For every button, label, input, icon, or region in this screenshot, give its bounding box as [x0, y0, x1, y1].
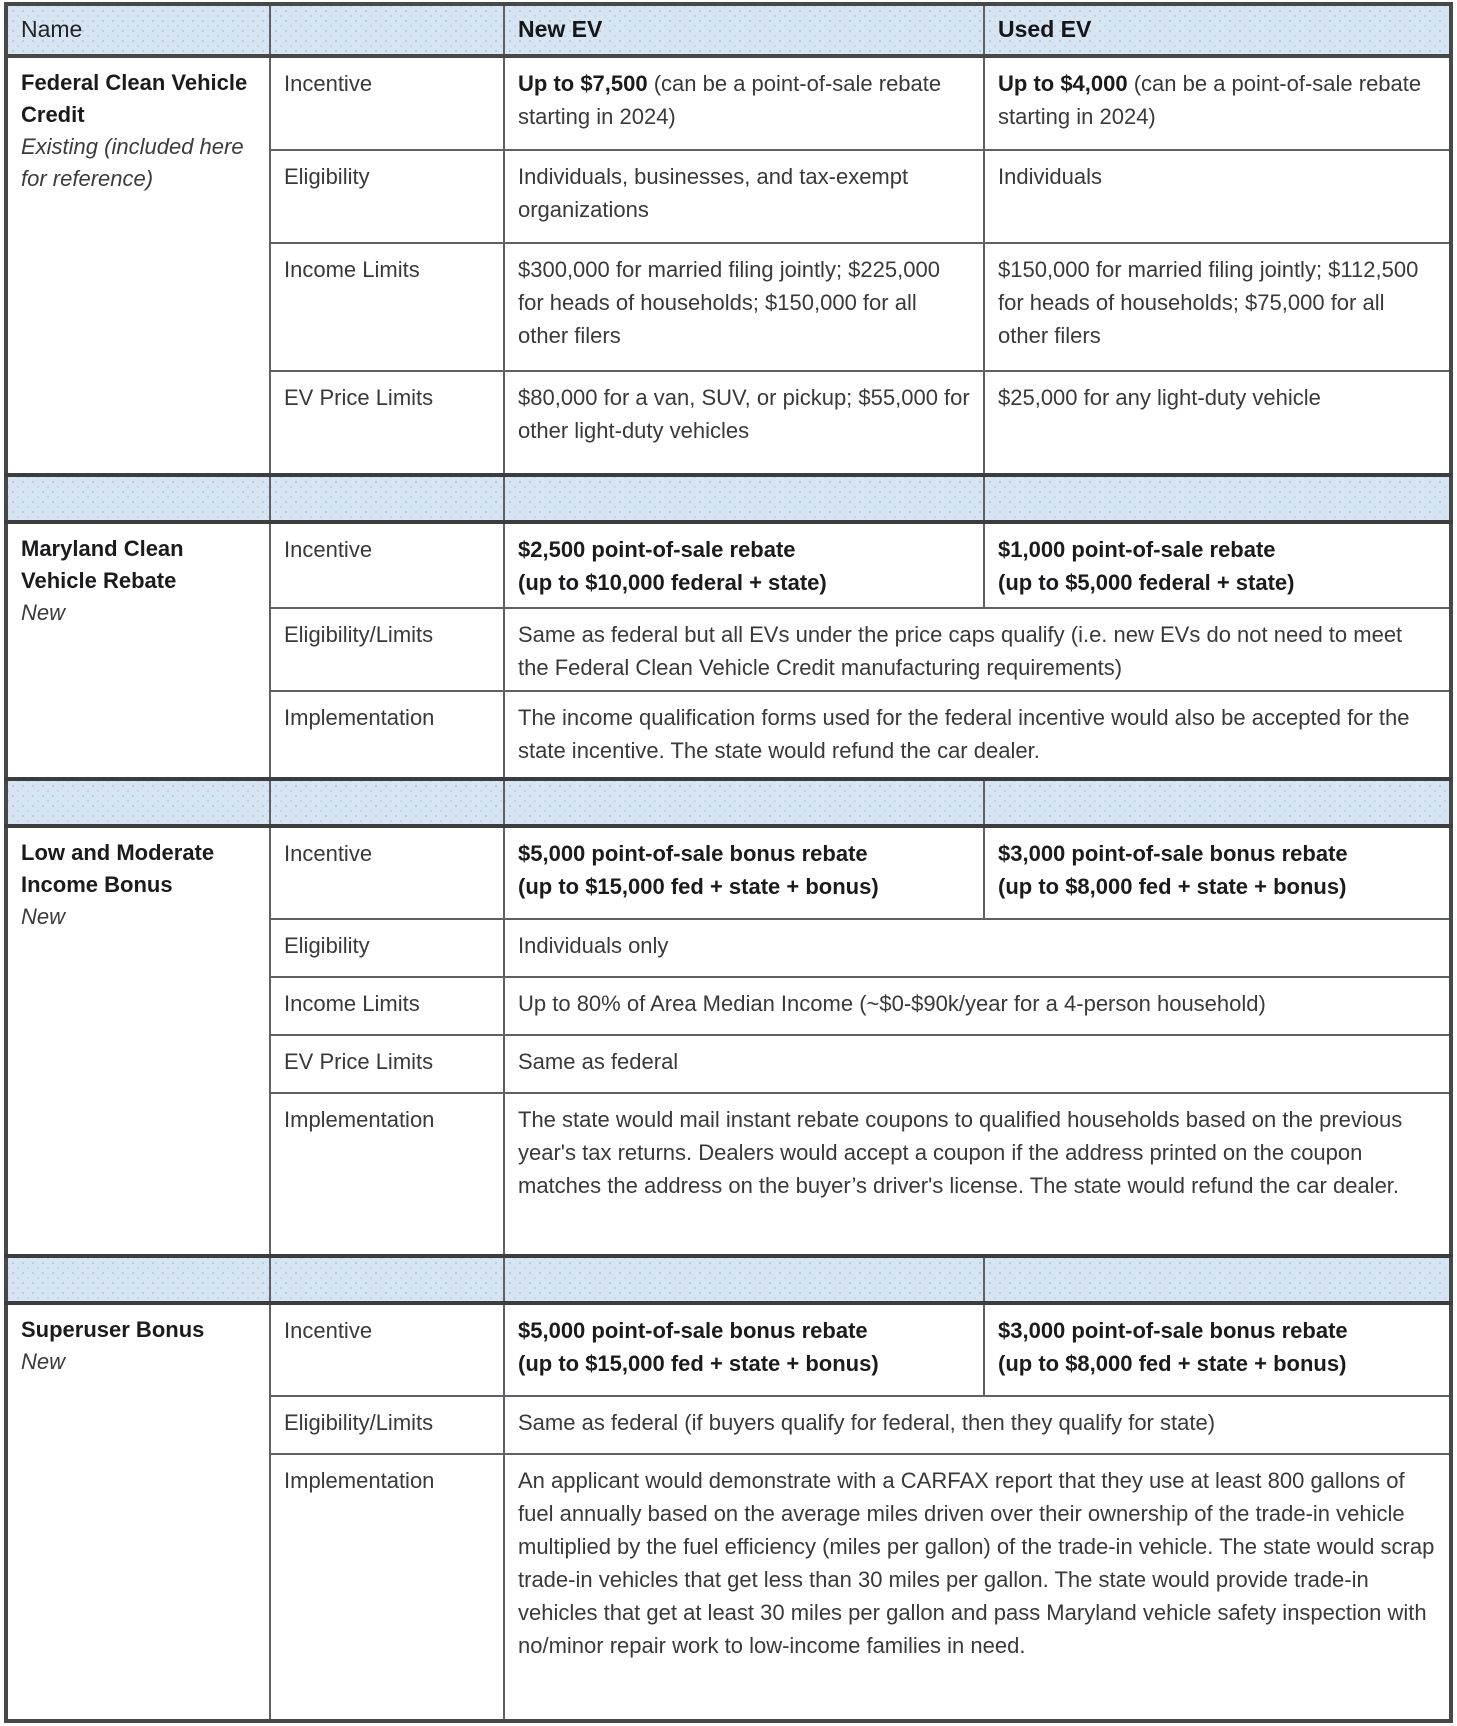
used-ev-cell: $25,000 for any light-duty vehicle	[984, 371, 1451, 475]
row-label: Eligibility	[270, 150, 504, 243]
incentive-note: (can be a point-of-sale rebate starting in 2024)	[518, 71, 942, 129]
span-cell: Up to 80% of Area Median Income (~$0-$90k/year for a 4-person household)	[504, 977, 1451, 1035]
spacer-cell	[270, 1256, 504, 1303]
row-label: Incentive	[270, 522, 504, 608]
new-ev-cell	[504, 56, 984, 150]
row-label: Implementation	[270, 1454, 504, 1721]
col-header-used-ev: Used EV	[984, 4, 1451, 56]
incentive-total: (up to $8,000 fed + state + bonus)	[998, 1351, 1347, 1376]
section-title: Federal Clean Vehicle Credit	[21, 70, 248, 127]
spacer-cell	[984, 779, 1451, 826]
spacer-cell	[6, 779, 270, 826]
table-header-row	[6, 4, 1451, 56]
incentive-total: (up to $10,000 federal + state)	[518, 570, 827, 595]
span-cell: Same as federal but all EVs under the price caps qualify (i.e. new EVs do not need to meet the Federal Clean Vehicle Credit manufacturing requirements)	[504, 608, 1451, 691]
table-row	[6, 826, 1451, 919]
spacer-row	[6, 779, 1451, 826]
span-cell: Individuals only	[504, 919, 1451, 977]
used-ev-cell	[984, 522, 1451, 608]
used-ev-cell: Individuals	[984, 150, 1451, 243]
incentive-total: (up to $8,000 fed + state + bonus)	[998, 874, 1347, 899]
row-label: Implementation	[270, 1093, 504, 1256]
spacer-cell	[504, 475, 984, 522]
section-name-superuser-bonus	[6, 1303, 270, 1721]
spacer-cell	[270, 475, 504, 522]
col-header-blank	[270, 4, 504, 56]
used-ev-cell: $150,000 for married filing jointly; $112,500 for heads of households; $75,000 for all other filers	[984, 243, 1451, 371]
incentive-amount: $5,000 point-of-sale bonus rebate	[518, 1318, 868, 1343]
col-header-name: Name	[6, 4, 270, 56]
spacer-cell	[6, 475, 270, 522]
incentive-amount: $1,000 point-of-sale rebate	[998, 537, 1276, 562]
section-status: New	[21, 1349, 66, 1374]
row-label: Eligibility	[270, 919, 504, 977]
section-title: Superuser Bonus	[21, 1317, 205, 1342]
spacer-cell	[270, 779, 504, 826]
incentive-amount: $3,000 point-of-sale bonus rebate	[998, 841, 1348, 866]
used-ev-cell	[984, 826, 1451, 919]
new-ev-cell	[504, 522, 984, 608]
used-ev-cell	[984, 56, 1451, 150]
row-label: Implementation	[270, 691, 504, 779]
table-row	[6, 522, 1451, 608]
new-ev-cell	[504, 826, 984, 919]
row-label: Eligibility/Limits	[270, 608, 504, 691]
new-ev-cell: $80,000 for a van, SUV, or pickup; $55,000 for other light-duty vehicles	[504, 371, 984, 475]
span-cell: An applicant would demonstrate with a CARFAX report that they use at least 800 gallons of fuel annually based on the average miles driven over their ownership of the trade-in vehicle multiplied by the fuel efficiency (miles per gallon) of the trade-in vehicle. The state would scrap trade-in vehicles that get less than 30 miles per gallon. The state would provide trade-in vehicles that get at least 30 miles per gallon and pass Maryland vehicle safety inspection with no/minor repair work to low-income families in need.	[504, 1454, 1451, 1721]
section-status: Existing (included here for reference)	[21, 134, 244, 191]
span-cell: Same as federal (if buyers qualify for federal, then they qualify for state)	[504, 1396, 1451, 1454]
row-label: Income Limits	[270, 977, 504, 1035]
section-name-federal-clean-vehicle-credit	[6, 56, 270, 475]
incentive-total: (up to $5,000 federal + state)	[998, 570, 1295, 595]
new-ev-cell: $300,000 for married filing jointly; $225,000 for heads of households; $150,000 for all other filers	[504, 243, 984, 371]
incentive-amount: $2,500 point-of-sale rebate	[518, 537, 796, 562]
spacer-cell	[6, 1256, 270, 1303]
section-status: New	[21, 904, 66, 929]
incentive-total: (up to $15,000 fed + state + bonus)	[518, 1351, 879, 1376]
span-cell: The state would mail instant rebate coupons to qualified households based on the previous year's tax returns. Dealers would accept a coupon if the address printed on the coupon matches the address on the buyer’s driver's license. The state would refund the car dealer.	[504, 1093, 1451, 1256]
incentive-note: (can be a point-of-sale rebate starting in 2024)	[998, 71, 1422, 129]
new-ev-cell	[504, 1303, 984, 1396]
table-row	[6, 56, 1451, 150]
used-ev-cell	[984, 1303, 1451, 1396]
incentive-amount: $5,000 point-of-sale bonus rebate	[518, 841, 868, 866]
incentive-amount: Up to $4,000	[998, 71, 1128, 96]
spacer-row	[6, 475, 1451, 522]
incentive-amount: $3,000 point-of-sale bonus rebate	[998, 1318, 1348, 1343]
row-label: EV Price Limits	[270, 1035, 504, 1093]
row-label: EV Price Limits	[270, 371, 504, 475]
new-ev-cell: Individuals, businesses, and tax-exempt organizations	[504, 150, 984, 243]
spacer-cell	[504, 1256, 984, 1303]
incentive-total: (up to $15,000 fed + state + bonus)	[518, 874, 879, 899]
row-label: Incentive	[270, 1303, 504, 1396]
row-label: Income Limits	[270, 243, 504, 371]
spacer-cell	[504, 779, 984, 826]
incentive-amount: Up to $7,500	[518, 71, 648, 96]
span-cell: The income qualification forms used for the federal incentive would also be accepted for the state incentive. The state would refund the car dealer.	[504, 691, 1451, 779]
spacer-row	[6, 1256, 1451, 1303]
ev-incentives-table	[4, 2, 1453, 1723]
spacer-cell	[984, 1256, 1451, 1303]
row-label: Incentive	[270, 826, 504, 919]
span-cell: Same as federal	[504, 1035, 1451, 1093]
section-name-low-and-moderate-income-bonus	[6, 826, 270, 1256]
spacer-cell	[984, 475, 1451, 522]
section-status: New	[21, 600, 66, 625]
row-label: Incentive	[270, 56, 504, 150]
row-label: Eligibility/Limits	[270, 1396, 504, 1454]
col-header-new-ev: New EV	[504, 4, 984, 56]
section-title: Low and Moderate Income Bonus	[21, 840, 215, 897]
section-title: Maryland Clean Vehicle Rebate	[21, 536, 184, 593]
table-row	[6, 1303, 1451, 1396]
section-name-maryland-clean-vehicle-rebate	[6, 522, 270, 779]
